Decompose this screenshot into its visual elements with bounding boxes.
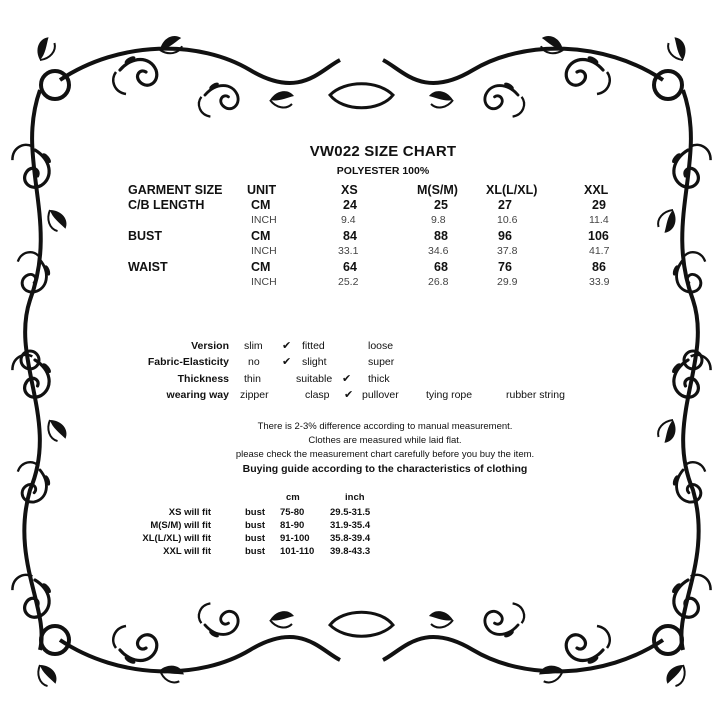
attr-label-version: Version xyxy=(191,340,229,352)
attr-option: no xyxy=(248,356,260,368)
guide-header-inch: inch xyxy=(345,492,365,503)
chart-title: VW022 SIZE CHART xyxy=(309,143,457,160)
attr-option: rubber string xyxy=(506,389,565,401)
cell-value: 27 xyxy=(498,198,512,212)
attr-option: clasp xyxy=(305,389,330,401)
cell-value: 33.9 xyxy=(589,276,610,288)
cell-value: 29 xyxy=(592,198,606,212)
check-icon: ✔ xyxy=(282,356,292,368)
attr-label-wearing-way: wearing way xyxy=(166,389,229,401)
guide-cm: 91-100 xyxy=(280,533,310,544)
guide-part: bust xyxy=(245,507,266,518)
guide-size: XXL will fit xyxy=(163,546,211,557)
attr-option-selected: fitted xyxy=(302,340,325,352)
cell-value: 9.8 xyxy=(431,214,446,226)
cell-value: 34.6 xyxy=(428,245,449,257)
measurement-note: Clothes are measured while laid flat. xyxy=(308,435,462,446)
attr-option: slim xyxy=(244,340,263,352)
cell-value: 24 xyxy=(343,198,357,212)
guide-part: bust xyxy=(245,533,266,544)
attr-option-selected: slight xyxy=(302,356,327,368)
unit-header: UNIT xyxy=(247,183,277,197)
guide-part: bust xyxy=(245,546,266,557)
cell-value: 86 xyxy=(592,260,606,274)
row-label-cb-length: C/B LENGTH xyxy=(128,198,205,212)
size-header-m: M(S/M) xyxy=(417,183,458,197)
unit-cm: CM xyxy=(251,229,271,243)
attr-label-fabric-elasticity: Fabric-Elasticity xyxy=(147,356,229,368)
buying-guide-title: Buying guide according to the characteristics of clothing xyxy=(242,463,528,475)
measurement-note: please check the measurement chart carefully before you buy the item. xyxy=(235,449,535,460)
guide-cm: 101-110 xyxy=(280,546,315,557)
attr-option: zipper xyxy=(240,389,269,401)
cell-value: 33.1 xyxy=(338,245,359,257)
cell-value: 106 xyxy=(588,229,609,243)
guide-inch: 35.8-39.4 xyxy=(330,533,371,544)
cell-value: 41.7 xyxy=(589,245,610,257)
cell-value: 96 xyxy=(498,229,512,243)
attr-option: tying rope xyxy=(426,389,473,401)
row-label-waist: WAIST xyxy=(128,260,168,274)
row-label-bust: BUST xyxy=(128,229,163,243)
guide-header-cm: cm xyxy=(286,492,300,503)
cell-value: 10.6 xyxy=(497,214,518,226)
cell-value: 64 xyxy=(343,260,357,274)
cell-value: 76 xyxy=(498,260,512,274)
guide-part: bust xyxy=(245,520,266,531)
guide-inch: 39.8-43.3 xyxy=(330,546,371,557)
guide-inch: 31.9-35.4 xyxy=(330,520,371,531)
size-header-xl: XL(L/XL) xyxy=(486,183,538,197)
attr-option: suitable xyxy=(296,373,333,385)
guide-inch: 29.5-31.5 xyxy=(330,507,371,518)
size-header-xxl: XXL xyxy=(584,183,609,197)
guide-size: XS will fit xyxy=(168,507,211,518)
size-header-xs: XS xyxy=(341,183,358,197)
unit-cm: CM xyxy=(251,260,271,274)
cell-value: 9.4 xyxy=(341,214,356,226)
unit-inch: INCH xyxy=(251,214,277,226)
attr-option: super xyxy=(368,356,395,368)
check-icon: ✔ xyxy=(342,373,352,385)
attr-option-selected: thick xyxy=(368,373,390,385)
attr-label-thickness: Thickness xyxy=(177,373,229,385)
cell-value: 29.9 xyxy=(497,276,518,288)
guide-size: XL(L/XL) will fit xyxy=(142,533,211,544)
attr-option: thin xyxy=(244,373,261,385)
cell-value: 25 xyxy=(434,198,448,212)
bottom-border-ornament xyxy=(60,603,663,685)
guide-cm: 75-80 xyxy=(280,507,305,518)
unit-inch: INCH xyxy=(251,245,277,257)
cell-value: 25.2 xyxy=(338,276,359,288)
cell-value: 88 xyxy=(434,229,448,243)
cell-value: 84 xyxy=(343,229,357,243)
corner-ornaments xyxy=(32,35,690,690)
attr-option: loose xyxy=(368,340,394,352)
attr-option-selected: pullover xyxy=(362,389,399,401)
top-border-ornament xyxy=(60,33,663,116)
cell-value: 11.4 xyxy=(589,214,609,226)
garment-size-header: GARMENT SIZE xyxy=(128,183,223,197)
cell-value: 68 xyxy=(434,260,448,274)
cell-value: 37.8 xyxy=(497,245,518,257)
check-icon: ✔ xyxy=(344,389,354,401)
measurement-note: There is 2-3% difference according to manual measurement. xyxy=(257,421,513,432)
unit-inch: INCH xyxy=(251,276,277,288)
material-label: POLYESTER 100% xyxy=(336,165,430,177)
guide-cm: 81-90 xyxy=(280,520,305,531)
check-icon: ✔ xyxy=(282,340,292,352)
guide-size: M(S/M) will fit xyxy=(150,520,211,531)
cell-value: 26.8 xyxy=(428,276,449,288)
unit-cm: CM xyxy=(251,198,271,212)
